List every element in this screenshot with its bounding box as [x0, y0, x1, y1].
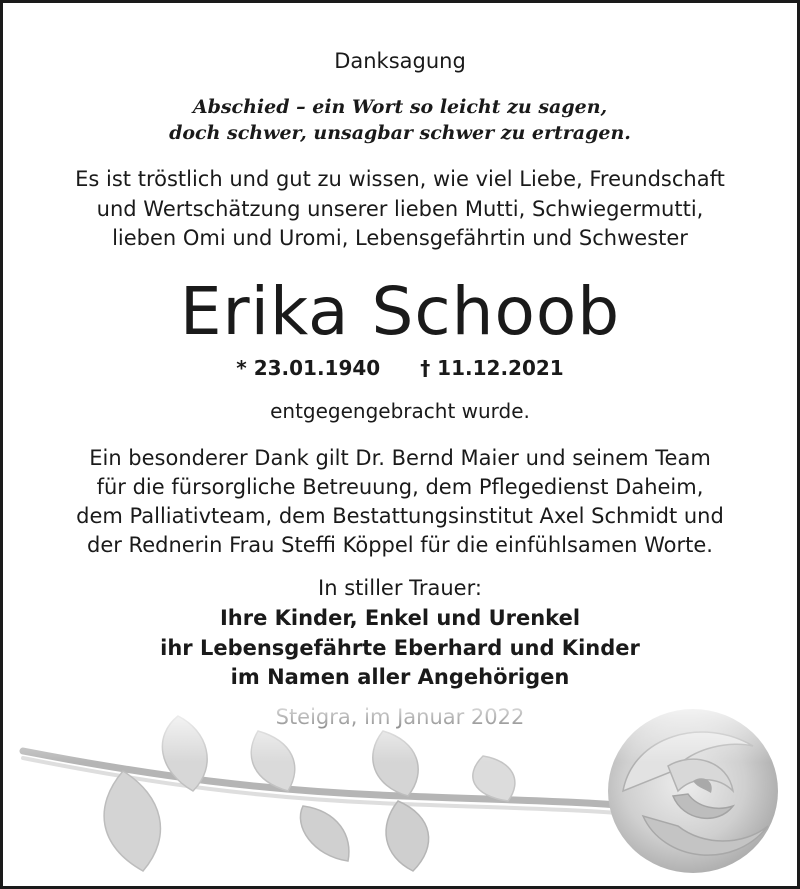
intro-line-2: und Wertschätzung unserer lieben Mutti, Schwiegermutti, — [96, 197, 704, 221]
intro-line-1: Es ist tröstlich und gut zu wissen, wie viel Liebe, Freundschaft — [75, 167, 725, 191]
notice-title: Danksagung — [334, 49, 466, 73]
death-date: † 11.12.2021 — [420, 356, 564, 380]
quote-line-1: Abschied – ein Wort so leicht zu sagen, — [192, 96, 608, 118]
mourning-label: In stiller Trauer: — [318, 576, 482, 600]
intro-line-3: lieben Omi und Uromi, Lebensgefährtin und Schwester — [112, 226, 688, 250]
quote-line-2: doch schwer, unsagbar schwer zu ertragen. — [169, 122, 631, 144]
family-line-1: Ihre Kinder, Enkel und Urenkel — [219, 606, 581, 630]
family-line-3: im Namen aller Angehörigen — [230, 665, 570, 689]
dank-line-3: dem Palliativteam, dem Bestattungsinstitut Axel Schmidt und — [76, 504, 724, 528]
rose-with-stem-icon — [3, 696, 800, 886]
deceased-name: Erika Schoob — [179, 273, 621, 350]
dank-line-2: für die fürsorgliche Betreuung, dem Pflegedienst Daheim, — [96, 475, 704, 499]
dank-line-1: Ein besonderer Dank gilt Dr. Bernd Maier und seinem Team — [89, 446, 711, 470]
birth-date: * 23.01.1940 — [236, 356, 381, 380]
dank-line-4: der Rednerin Frau Steffi Köppel für die einfühlsamen Worte. — [86, 533, 713, 557]
life-dates — [3, 356, 797, 380]
received-line: entgegengebracht wurde. — [270, 399, 530, 423]
family-line-2: ihr Lebensgefährte Eberhard und Kinder — [160, 636, 640, 660]
